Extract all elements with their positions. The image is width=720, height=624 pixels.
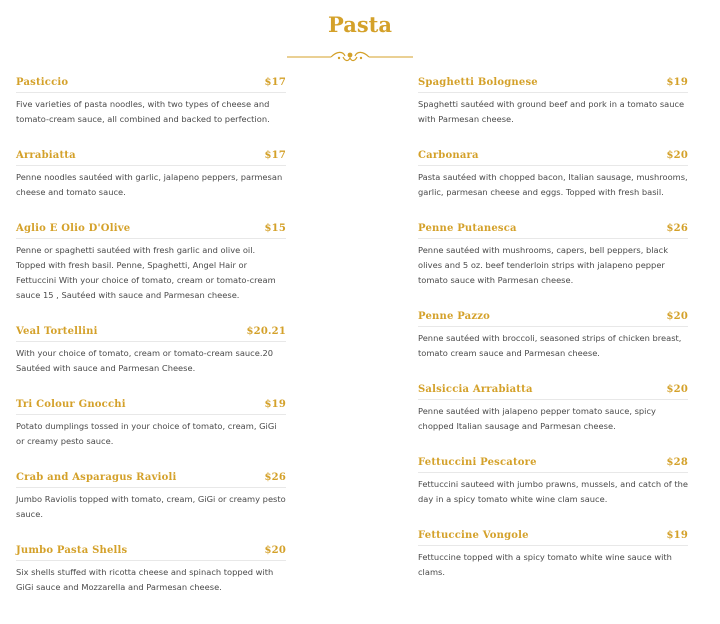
menu-item [418,77,688,150]
menu-item [418,530,688,603]
item-description: Fettuccini sauteed with jumbo prawns, mussels, and catch of the day in a spicy tomato white wine clam sauce. [418,479,688,504]
item-name: Spaghetti Bolognese [418,77,538,88]
item-name: Crab and Asparagus Ravioli [16,472,177,483]
item-name: Aglio E Olio D'Olive [16,223,131,234]
item-price: $20 [666,384,688,395]
menu-item [418,311,688,384]
item-price: $20 [264,545,286,556]
menu-column-left [16,77,286,618]
item-price: $17 [264,77,286,88]
item-name: Penne Pazzo [418,311,490,322]
menu-item [418,384,688,457]
item-name: Arrabiatta [16,150,76,161]
item-price: $20 [666,311,688,322]
menu-column-right [418,77,688,603]
page-title: Pasta [328,12,392,37]
item-name: Fettuccine Vongole [418,530,529,541]
item-description: Penne noodles sautéed with garlic, jalapeno peppers, parmesan cheese and tomato sauce. [16,172,283,197]
menu-item [418,457,688,530]
menu-item [418,150,688,223]
item-price: $26 [264,472,286,483]
item-description: Penne sautéed with broccoli, seasoned strips of chicken breast, tomato cream sauce and Parmesan cheese. [418,333,682,358]
item-price: $26 [666,223,688,234]
item-description: Penne or spaghetti sautéed with fresh garlic and olive oil. Topped with fresh basil. Penne, Spaghetti, Angel Hair or Fettuccini With your choice of tomato, cream or tomato-cream sauce 15 , Sautéed with sauce and Parmesan cheese. [16,245,276,300]
item-description: Spaghetti sautéed with ground beef and pork in a tomato sauce with Parmesan cheese. [418,99,685,124]
item-description: Potato dumplings tossed in your choice of tomato, cream, GiGi or creamy pesto sauce. [16,421,277,446]
menu-item [16,545,286,618]
menu-item [16,399,286,472]
item-price: $15 [264,223,286,234]
item-name: Carbonara [418,150,479,161]
menu-item [16,472,286,545]
item-description: Pasta sautéed with chopped bacon, Italian sausage, mushrooms, garlic, parmesan cheese and eggs. Topped with fresh basil. [418,172,688,197]
item-price: $20.21 [246,326,286,337]
item-description: Penne sautéed with jalapeno pepper tomato sauce, spicy chopped Italian sausage and Parmesan cheese. [418,406,656,431]
item-description: Six shells stuffed with ricotta cheese and spinach topped with GiGi sauce and Mozzarella and Parmesan cheese. [16,567,274,592]
item-price: $28 [666,457,688,468]
item-price: $17 [264,150,286,161]
item-name: Pasticcio [16,77,69,88]
menu-item [16,150,286,223]
item-description: Jumbo Raviolis topped with tomato, cream, GiGi or creamy pesto sauce. [16,494,286,519]
menu-item [16,77,286,150]
item-name: Penne Putanesca [418,223,517,234]
item-name: Veal Tortellini [16,326,98,337]
menu-item [16,326,286,399]
item-price: $19 [264,399,286,410]
item-description: With your choice of tomato, cream or tomato-cream sauce.20 Sautéed with sauce and Parmesan Cheese. [16,348,274,373]
item-description: Five varieties of pasta noodles, with two types of cheese and tomato-cream sauce, all combined and backed to perfection. [16,99,270,124]
item-name: Tri Colour Gnocchi [16,399,126,410]
item-description: Fettuccine topped with a spicy tomato white wine sauce with clams. [418,552,672,577]
item-name: Fettuccini Pescatore [418,457,537,468]
menu-item [418,223,688,311]
item-price: $20 [666,150,688,161]
item-description: Penne sautéed with mushrooms, capers, bell peppers, black olives and 5 oz. beef tenderloin strips with jalapeno pepper tomato sauce with Parmesan cheese. [418,245,669,285]
item-price: $19 [666,530,688,541]
item-name: Salsiccia Arrabiatta [418,384,533,395]
menu-item [16,223,286,326]
ornament-divider-icon [285,50,415,64]
item-name: Jumbo Pasta Shells [16,545,128,556]
item-price: $19 [666,77,688,88]
